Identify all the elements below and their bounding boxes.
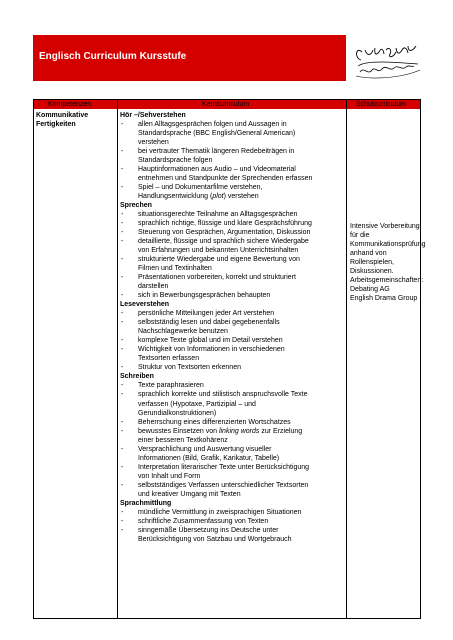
list-item bbox=[120, 318, 346, 336]
list-item-text bbox=[138, 210, 346, 219]
bullet-dash: - bbox=[121, 220, 124, 228]
list-item-line: Berücksichtigung von Satzbau und Wortgebrauch bbox=[138, 535, 292, 543]
list-item-line: strukturierte Wiedergabe und eigene Bewertung von bbox=[138, 256, 300, 264]
school-curriculum-line: Kommunikationsprüfung bbox=[350, 241, 426, 248]
competence-line: Kommunikative bbox=[36, 112, 89, 119]
section-title: Hör –/Sehverstehen bbox=[120, 112, 186, 119]
list-item-line: Struktur von Textsorten erkennen bbox=[138, 364, 241, 372]
list-item-text bbox=[138, 381, 346, 390]
page-title: Englisch Curriculum Kursstufe bbox=[39, 51, 187, 62]
list-item-line: detaillierte, flüssige und sprachlich sichere Wiedergabe bbox=[138, 238, 309, 246]
list-item-line: darstellen bbox=[138, 283, 169, 291]
bullet-dash: - bbox=[121, 517, 124, 525]
bullet-dash: - bbox=[121, 274, 124, 282]
list-item-text bbox=[138, 255, 346, 273]
bullet-dash: - bbox=[121, 238, 124, 246]
list-item-line: Filmen und Textinhalten bbox=[138, 265, 212, 273]
list-item-line: sprachlich richtige, flüssige und klare Gesprächsführung bbox=[138, 220, 312, 228]
list-item-line: Versprachlichung und Auswertung visueller bbox=[138, 445, 272, 453]
list-item-text bbox=[138, 363, 346, 372]
school-curriculum-line: Rollenspielen, bbox=[350, 259, 394, 266]
list-item-line: von Erfahrungen und bekannten Unterrichtsinhalten bbox=[138, 247, 299, 255]
competence-line: Fertigkeiten bbox=[36, 121, 76, 128]
list-item-text bbox=[138, 517, 346, 526]
list-item-text bbox=[138, 508, 346, 517]
list-item-line: Wichtigkeit von Informationen in verschiedenen bbox=[138, 346, 285, 354]
list-item bbox=[120, 183, 346, 201]
school-curriculum-line: anhand von bbox=[350, 250, 387, 257]
list-item-text bbox=[138, 120, 346, 147]
bullet-dash: - bbox=[121, 391, 124, 399]
list-item bbox=[120, 309, 346, 318]
list-item-line: Texte paraphrasieren bbox=[138, 382, 204, 390]
school-curriculum-line: English Drama Group bbox=[350, 295, 418, 302]
school-curriculum-line: Intensive Vorbereitung bbox=[350, 223, 420, 230]
list-item bbox=[120, 363, 346, 372]
bullet-dash: - bbox=[121, 319, 124, 327]
list-item-text bbox=[138, 345, 346, 363]
bullet-dash: - bbox=[121, 310, 124, 318]
bullet-dash: - bbox=[121, 256, 124, 264]
list-item-text bbox=[138, 318, 346, 336]
list-item-text bbox=[138, 237, 346, 255]
bullet-dash: - bbox=[121, 292, 124, 300]
header-schulcurriculum: Schulcurriculum bbox=[356, 101, 406, 108]
column-divider bbox=[346, 100, 347, 618]
list-item-line: schriftliche Zusammenfassung von Texten bbox=[138, 517, 269, 525]
school-curriculum-cell bbox=[350, 222, 426, 303]
list-item-line: Textsorten erfassen bbox=[138, 355, 200, 363]
bullet-dash: - bbox=[121, 382, 124, 390]
list-item bbox=[120, 291, 346, 300]
bullet-dash: - bbox=[121, 121, 124, 129]
list-item-text bbox=[138, 291, 346, 300]
list-item bbox=[120, 381, 346, 390]
bullet-dash: - bbox=[121, 427, 124, 435]
core-curriculum-cell bbox=[120, 111, 346, 544]
list-item-line: selbstständiges Verfassen unterschiedlicher Textsorten bbox=[138, 481, 309, 489]
list-item-line: selbstständig lesen und dabei gegebenenfalls bbox=[138, 319, 280, 327]
list-item-line: Interpretation literarischer Texte unter Berücksichtigung bbox=[138, 463, 310, 471]
section-title: Schreiben bbox=[120, 373, 154, 381]
column-divider bbox=[117, 100, 118, 618]
list-item-text bbox=[138, 165, 346, 183]
bullet-dash: - bbox=[121, 445, 124, 453]
curriculum-table bbox=[33, 99, 426, 619]
bullet-dash: - bbox=[121, 508, 124, 516]
section-title: Sprachmittlung bbox=[120, 499, 172, 507]
list-item-line: Nachschlagewerke benutzen bbox=[138, 328, 228, 336]
bullet-dash: - bbox=[121, 148, 124, 156]
school-curriculum-line: Debating AG bbox=[350, 286, 390, 293]
list-item-text bbox=[138, 390, 346, 417]
list-item-line: mündliche Vermittlung in zweisprachigen Situationen bbox=[138, 508, 302, 516]
list-item-line: von Inhalt und Form bbox=[138, 472, 201, 480]
list-item-line: sinngemäße Übersetzung ins Deutsche unter bbox=[138, 526, 279, 534]
list-item bbox=[120, 228, 346, 237]
list-item-line: einer besseren Textkohärenz bbox=[138, 436, 228, 444]
section-title: Sprechen bbox=[120, 202, 152, 210]
list-item-line: situationsgerechte Teilnahme an Alltagsgesprächen bbox=[138, 211, 298, 219]
list-item bbox=[120, 336, 346, 345]
table-header-row bbox=[34, 100, 420, 109]
list-item bbox=[120, 526, 346, 544]
header-kerncurriculum: Kerncurriculum bbox=[202, 101, 250, 108]
header-banner bbox=[33, 35, 346, 81]
list-item-line: Beherrschung eines differenzierten Wortschatzes bbox=[138, 418, 291, 426]
list-item-line: Gerundialkonstruktionen) bbox=[138, 409, 217, 417]
list-item-text bbox=[138, 219, 346, 228]
list-item-text bbox=[138, 336, 346, 345]
list-item-line: Hauptinformationen aus Audio – und Videomaterial bbox=[138, 166, 296, 174]
list-item-text bbox=[138, 481, 346, 499]
list-item-text bbox=[138, 445, 346, 463]
list-item-line: sprachlich korrekte und stilistisch anspruchsvolle Texte bbox=[138, 391, 308, 399]
bullet-dash: - bbox=[121, 184, 124, 192]
school-curriculum-line: für die bbox=[350, 232, 370, 239]
list-item bbox=[120, 210, 346, 219]
list-item-line: allen Alltagsgesprächen folgen und Aussagen in bbox=[138, 121, 287, 129]
list-item-line: Handlungsentwicklung (plot) verstehen bbox=[138, 193, 259, 201]
bullet-dash: - bbox=[121, 346, 124, 354]
list-item-text bbox=[138, 273, 346, 291]
list-item bbox=[120, 517, 346, 526]
list-item-line: Spiel – und Dokumentarfilme verstehen, bbox=[138, 184, 263, 192]
list-item-line: Informationen (Bild, Grafik, Karikatur, Tabelle) bbox=[138, 454, 280, 462]
list-item-line: Steuerung von Gesprächen, Argumentation, Diskussion bbox=[138, 229, 311, 237]
list-item bbox=[120, 237, 346, 255]
bullet-dash: - bbox=[121, 166, 124, 174]
section-title: Leseverstehen bbox=[120, 301, 170, 309]
bullet-dash: - bbox=[121, 481, 124, 489]
list-item-text bbox=[138, 526, 346, 544]
list-item bbox=[120, 427, 346, 445]
list-item-line: bewusstes Einsetzen von linking words zur Erzielung bbox=[138, 427, 303, 435]
list-item-line: Standardsprache (BBC English/General American) bbox=[138, 130, 296, 138]
list-item-line: und kreativer Umgang mit Texten bbox=[138, 490, 241, 498]
list-item-line: Präsentationen vorbereiten, korrekt und strukturiert bbox=[138, 274, 296, 282]
list-item-line: bei vertrauter Thematik längeren Redebeiträgen in bbox=[138, 148, 295, 156]
list-item-text bbox=[138, 183, 346, 201]
list-item-line: sich in Bewerbungsgesprächen behaupten bbox=[138, 292, 271, 300]
list-item bbox=[120, 418, 346, 427]
list-item-text bbox=[138, 463, 346, 481]
competence-cell bbox=[36, 111, 118, 129]
school-logo bbox=[352, 38, 422, 82]
list-item-line: verfassen (Hypotaxe, Partizipial – und bbox=[138, 400, 256, 408]
list-item-line: persönliche Mitteilungen jeder Art verstehen bbox=[138, 310, 275, 318]
bullet-dash: - bbox=[121, 211, 124, 219]
list-item bbox=[120, 219, 346, 228]
list-item bbox=[120, 273, 346, 291]
bullet-dash: - bbox=[121, 364, 124, 372]
list-item bbox=[120, 165, 346, 183]
bullet-dash: - bbox=[121, 337, 124, 345]
school-curriculum-line: Diskussionen. bbox=[350, 268, 394, 275]
list-item bbox=[120, 481, 346, 499]
list-item bbox=[120, 508, 346, 517]
list-item-text bbox=[138, 418, 346, 427]
header-kompetenzen: Kompetenzen bbox=[48, 101, 92, 108]
list-item-text bbox=[138, 228, 346, 237]
list-item bbox=[120, 390, 346, 417]
bullet-dash: - bbox=[121, 229, 124, 237]
bullet-dash: - bbox=[121, 418, 124, 426]
list-item-text bbox=[138, 147, 346, 165]
list-item-line: entnehmen und Standpunkte der Sprechenden erfassen bbox=[138, 175, 313, 183]
list-item bbox=[120, 445, 346, 463]
bullet-dash: - bbox=[121, 463, 124, 471]
list-item-line: verstehen bbox=[138, 139, 169, 147]
bullet-dash: - bbox=[121, 526, 124, 534]
school-curriculum-line: Arbeitsgemeinschaften: bbox=[350, 277, 424, 284]
list-item bbox=[120, 120, 346, 147]
list-item-line: komplexe Texte global und im Detail verstehen bbox=[138, 337, 283, 345]
list-item-text bbox=[138, 309, 346, 318]
list-item-text bbox=[138, 427, 346, 445]
list-item bbox=[120, 463, 346, 481]
list-item-line: Standardsprache folgen bbox=[138, 157, 213, 165]
list-item bbox=[120, 147, 346, 165]
list-item bbox=[120, 345, 346, 363]
list-item bbox=[120, 255, 346, 273]
